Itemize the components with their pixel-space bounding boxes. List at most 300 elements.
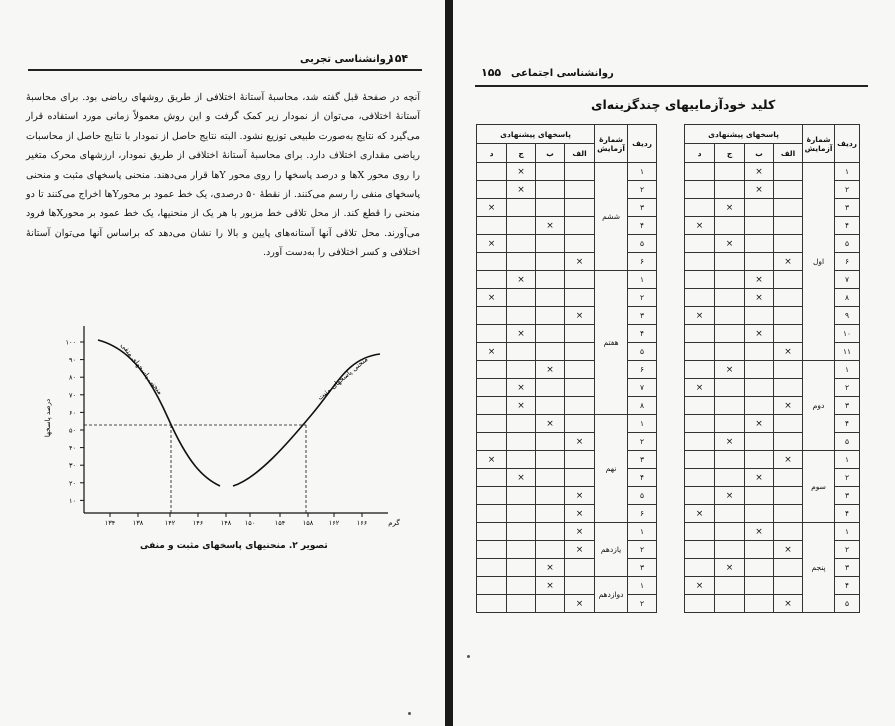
table-row — [685, 163, 860, 181]
answer-cell-option-0: × — [565, 541, 595, 559]
answer-cell-option-3 — [685, 397, 715, 415]
answer-cell-option-2: × — [507, 181, 536, 199]
answer-cell-option-0: × — [774, 595, 803, 613]
answer-cell-option-0: × — [774, 253, 803, 271]
option-header: ب — [745, 144, 774, 163]
answer-cell-option-0 — [565, 559, 595, 577]
col-trial-header: شمارهٔ آزمایش — [595, 125, 628, 163]
answer-cell-option-3 — [477, 505, 507, 523]
col-trial-header: شمارهٔ آزمایش — [803, 125, 835, 163]
table-row — [477, 469, 657, 487]
answer-cell-option-2: × — [715, 199, 745, 217]
answer-cell-option-3 — [685, 235, 715, 253]
answer-cell-option-1 — [536, 451, 565, 469]
answer-cell-option-1 — [745, 199, 774, 217]
answer-cell-option-0 — [774, 577, 803, 595]
answer-cell-option-1: × — [536, 559, 565, 577]
answer-cell-option-1 — [745, 253, 774, 271]
x-tick-label: ۱۴۶ — [192, 519, 204, 527]
answer-cell-option-0: × — [565, 505, 595, 523]
row-number-cell: ۳ — [835, 487, 860, 505]
option-header: د — [685, 144, 715, 163]
answer-cell-option-0 — [565, 289, 595, 307]
row-number-cell: ۵ — [835, 433, 860, 451]
answer-cell-option-2 — [507, 433, 536, 451]
table-row — [477, 415, 657, 433]
left-header-rule — [28, 69, 422, 71]
left-header-title: روانشناسی تجربی — [300, 54, 392, 65]
answer-cell-option-2 — [507, 559, 536, 577]
answer-cell-option-0 — [565, 217, 595, 235]
table-row — [477, 343, 657, 361]
row-number-cell: ۶ — [628, 505, 657, 523]
figure-caption: تصویر ۲. منحنیهای پاسخهای مثبت و منفی — [140, 541, 328, 551]
answer-cell-option-2: × — [715, 235, 745, 253]
answer-cell-option-3 — [685, 433, 715, 451]
answer-cell-option-0: × — [565, 487, 595, 505]
answer-cell-option-0 — [774, 361, 803, 379]
table-row — [477, 505, 657, 523]
answer-cell-option-0 — [565, 199, 595, 217]
answer-cell-option-0 — [565, 181, 595, 199]
table-row — [477, 271, 657, 289]
response-curves-figure — [28, 318, 428, 533]
row-number-cell: ۲ — [628, 289, 657, 307]
answer-cell-option-3 — [685, 595, 715, 613]
answer-cell-option-3 — [685, 199, 715, 217]
row-number-cell: ۴ — [628, 217, 657, 235]
positive-curve-label: منحنی پاسخهای مثبت — [316, 355, 370, 402]
answer-cell-option-1: × — [745, 181, 774, 199]
answer-cell-option-1: × — [745, 523, 774, 541]
answer-cell-option-3 — [477, 361, 507, 379]
y-tick-label: ۱۰۰ — [65, 338, 76, 347]
table-row — [477, 361, 657, 379]
answer-cell-option-3 — [477, 577, 507, 595]
answer-cell-option-0 — [774, 325, 803, 343]
table-row — [685, 451, 860, 469]
row-number-cell: ۲ — [835, 541, 860, 559]
row-number-cell: ۱۰ — [835, 325, 860, 343]
row-number-cell: ۷ — [835, 271, 860, 289]
answer-cell-option-1 — [536, 595, 565, 613]
row-number-cell: ۴ — [835, 415, 860, 433]
answer-cell-option-2 — [715, 595, 745, 613]
table-row — [477, 253, 657, 271]
answer-cell-option-1 — [745, 505, 774, 523]
option-header: ب — [536, 144, 565, 163]
answer-cell-option-0 — [565, 415, 595, 433]
answer-cell-option-0: × — [565, 433, 595, 451]
row-number-cell: ۵ — [628, 343, 657, 361]
row-number-cell: ۴ — [628, 469, 657, 487]
x-tick-label: ۱۵۸ — [302, 519, 314, 527]
option-header: الف — [565, 144, 595, 163]
answer-cell-option-2 — [715, 523, 745, 541]
answer-cell-option-2: × — [507, 163, 536, 181]
answer-cell-option-2 — [507, 541, 536, 559]
answer-cell-option-1 — [536, 307, 565, 325]
scan-speck — [408, 712, 411, 715]
row-number-cell: ۳ — [628, 199, 657, 217]
table-row — [477, 379, 657, 397]
answer-cell-option-3 — [477, 379, 507, 397]
answer-cell-option-1: × — [745, 469, 774, 487]
answer-cell-option-3 — [685, 163, 715, 181]
answer-cell-option-1 — [536, 289, 565, 307]
answer-cell-option-3: × — [477, 235, 507, 253]
table-row — [685, 361, 860, 379]
right-page-number: ۱۵۵ — [481, 66, 502, 79]
row-number-cell: ۸ — [628, 397, 657, 415]
negative-response-curve — [98, 340, 220, 486]
answer-cell-option-3 — [477, 181, 507, 199]
row-number-cell: ۵ — [835, 235, 860, 253]
y-tick-label: ۹۰ — [69, 356, 76, 365]
answer-cell-option-1 — [536, 397, 565, 415]
answer-cell-option-3 — [685, 541, 715, 559]
answer-cell-option-2 — [715, 217, 745, 235]
answer-cell-option-2 — [715, 253, 745, 271]
row-number-cell: ۱ — [628, 163, 657, 181]
answer-cell-option-3 — [477, 523, 507, 541]
answer-cell-option-0 — [774, 523, 803, 541]
answer-cell-option-1 — [745, 397, 774, 415]
table-row — [477, 325, 657, 343]
answer-cell-option-1: × — [536, 361, 565, 379]
answer-cell-option-0: × — [565, 595, 595, 613]
row-number-cell: ۱ — [628, 415, 657, 433]
row-number-cell: ۱ — [628, 577, 657, 595]
answer-cell-option-2 — [715, 541, 745, 559]
table-row — [477, 289, 657, 307]
answer-cell-option-1 — [745, 343, 774, 361]
answer-cell-option-3 — [477, 541, 507, 559]
answer-cell-option-2: × — [715, 433, 745, 451]
col-row-header: ردیف — [835, 125, 860, 163]
answer-cell-option-1 — [745, 595, 774, 613]
col-answers-header: پاسخهای پیشنهادی — [685, 125, 803, 144]
answer-cell-option-2: × — [715, 487, 745, 505]
table-row — [477, 577, 657, 595]
row-number-cell: ۳ — [835, 397, 860, 415]
answer-cell-option-1 — [536, 253, 565, 271]
table-row — [477, 181, 657, 199]
y-tick-label: ۵۰ — [69, 426, 76, 435]
trial-group-cell: دوازدهم — [595, 577, 628, 613]
answer-cell-option-2 — [507, 343, 536, 361]
answer-cell-option-0: × — [565, 253, 595, 271]
answer-cell-option-2 — [715, 307, 745, 325]
answer-cell-option-3 — [477, 415, 507, 433]
table-row — [477, 307, 657, 325]
answer-cell-option-1 — [745, 307, 774, 325]
x-axis-unit: گرم — [388, 519, 400, 527]
x-tick-label: ۱۴۲ — [164, 519, 176, 527]
answer-cell-option-3 — [685, 487, 715, 505]
x-tick-label: ۱۵۰ — [244, 519, 256, 527]
y-tick-label: ۳۰ — [69, 461, 76, 470]
row-number-cell: ۳ — [628, 307, 657, 325]
answer-cell-option-0 — [565, 271, 595, 289]
table-row — [477, 559, 657, 577]
answer-cell-option-3: × — [685, 307, 715, 325]
answer-cell-option-1 — [745, 217, 774, 235]
row-number-cell: ۲ — [835, 181, 860, 199]
answer-cell-option-3: × — [477, 451, 507, 469]
answer-cell-option-2 — [507, 253, 536, 271]
book-gutter — [445, 0, 453, 726]
option-header: ج — [715, 144, 745, 163]
answer-key-table-right — [684, 124, 860, 613]
answer-cell-option-1 — [745, 379, 774, 397]
row-number-cell: ۲ — [628, 181, 657, 199]
answer-cell-option-0 — [774, 415, 803, 433]
y-tick-label: ۲۰ — [69, 479, 76, 488]
table-row — [477, 487, 657, 505]
answer-cell-option-0 — [565, 361, 595, 379]
answer-cell-option-3 — [685, 325, 715, 343]
answer-cell-option-3 — [477, 271, 507, 289]
answer-cell-option-2 — [715, 325, 745, 343]
row-number-cell: ۱ — [835, 361, 860, 379]
option-header: الف — [774, 144, 803, 163]
table-row — [477, 541, 657, 559]
x-tick-label: ۱۵۴ — [274, 519, 286, 527]
scan-speck — [467, 655, 470, 658]
body-paragraph — [26, 88, 420, 263]
answer-cell-option-1 — [536, 541, 565, 559]
answer-cell-option-0 — [565, 235, 595, 253]
row-number-cell: ۲ — [835, 379, 860, 397]
row-number-cell: ۲ — [835, 469, 860, 487]
y-tick-label: ۴۰ — [69, 444, 76, 453]
answer-cell-option-3 — [685, 289, 715, 307]
table-row — [477, 451, 657, 469]
answer-cell-option-1: × — [536, 577, 565, 595]
answer-cell-option-1 — [536, 487, 565, 505]
option-header: ج — [507, 144, 536, 163]
answer-cell-option-2 — [715, 451, 745, 469]
answer-cell-option-3 — [685, 343, 715, 361]
x-axis-ticks — [105, 513, 367, 527]
negative-curve-label: منحنی پاسخهای منفی — [118, 341, 165, 397]
answer-cell-option-2 — [507, 217, 536, 235]
answer-cell-option-1 — [536, 199, 565, 217]
answer-cell-option-2: × — [715, 559, 745, 577]
answer-cell-option-2 — [715, 343, 745, 361]
left-page — [0, 0, 445, 726]
answer-cell-option-1 — [536, 181, 565, 199]
table-row — [477, 397, 657, 415]
answer-cell-option-3: × — [477, 343, 507, 361]
right-header-title: روانشناسی اجتماعی — [511, 68, 614, 79]
answer-cell-option-0 — [565, 397, 595, 415]
row-number-cell: ۶ — [628, 253, 657, 271]
answer-cell-option-0 — [774, 487, 803, 505]
table-row — [477, 217, 657, 235]
answer-cell-option-2 — [507, 523, 536, 541]
answer-cell-option-1 — [536, 469, 565, 487]
answer-key-title: کلید خودآزماییهای چندگزینه‌ای — [591, 97, 776, 112]
table-row — [477, 523, 657, 541]
answer-cell-option-1 — [745, 235, 774, 253]
answer-cell-option-3 — [477, 217, 507, 235]
x-tick-label: ۱۳۴ — [104, 519, 116, 527]
answer-cell-option-2: × — [507, 469, 536, 487]
answer-cell-option-1 — [745, 541, 774, 559]
answer-cell-option-2 — [507, 451, 536, 469]
answer-cell-option-1 — [745, 451, 774, 469]
answer-cell-option-2: × — [507, 271, 536, 289]
answer-cell-option-0: × — [774, 343, 803, 361]
answer-cell-option-2 — [715, 163, 745, 181]
row-number-cell: ۸ — [835, 289, 860, 307]
left-page-number: ۱۵۴ — [388, 52, 409, 65]
answer-cell-option-1: × — [536, 217, 565, 235]
col-row-header: ردیف — [628, 125, 657, 163]
answer-cell-option-0: × — [565, 523, 595, 541]
y-tick-label: ۱۰ — [69, 496, 76, 505]
answer-cell-option-2: × — [715, 361, 745, 379]
answer-cell-option-1 — [745, 361, 774, 379]
answer-cell-option-3: × — [685, 577, 715, 595]
answer-cell-option-1: × — [536, 415, 565, 433]
table-row — [477, 163, 657, 181]
answer-cell-option-2 — [507, 505, 536, 523]
answer-cell-option-2 — [507, 289, 536, 307]
answer-cell-option-0 — [774, 199, 803, 217]
answer-cell-option-1 — [536, 235, 565, 253]
answer-cell-option-1 — [536, 163, 565, 181]
positive-response-curve — [233, 354, 380, 486]
answer-cell-option-1 — [536, 433, 565, 451]
answer-cell-option-2 — [715, 181, 745, 199]
y-tick-label: ۸۰ — [69, 373, 76, 382]
answer-cell-option-2 — [715, 415, 745, 433]
answer-cell-option-1 — [536, 523, 565, 541]
answer-cell-option-2 — [715, 289, 745, 307]
answer-cell-option-3 — [685, 559, 715, 577]
answer-cell-option-0: × — [774, 451, 803, 469]
trial-group-cell: یازدهم — [595, 523, 628, 577]
answer-cell-option-0: × — [774, 541, 803, 559]
trial-group-cell: دوم — [803, 361, 835, 451]
answer-cell-option-0 — [774, 289, 803, 307]
answer-cell-option-3 — [685, 451, 715, 469]
x-tick-label: ۱۳۸ — [132, 519, 144, 527]
right-header-rule — [475, 85, 868, 87]
answer-cell-option-1 — [536, 325, 565, 343]
answer-cell-option-2 — [715, 379, 745, 397]
answer-cell-option-0 — [565, 379, 595, 397]
answer-cell-option-3 — [477, 559, 507, 577]
answer-cell-option-0 — [565, 325, 595, 343]
answer-cell-option-2: × — [507, 397, 536, 415]
answer-cell-option-2 — [507, 199, 536, 217]
row-number-cell: ۱ — [835, 163, 860, 181]
x-tick-label: ۱۶۲ — [328, 519, 340, 527]
answer-cell-option-3: × — [685, 217, 715, 235]
row-number-cell: ۶ — [628, 361, 657, 379]
answer-cell-option-0 — [565, 343, 595, 361]
row-number-cell: ۵ — [835, 595, 860, 613]
row-number-cell: ۷ — [628, 379, 657, 397]
row-number-cell: ۳ — [835, 199, 860, 217]
answer-cell-option-1 — [745, 559, 774, 577]
answer-cell-option-0 — [774, 217, 803, 235]
table-row — [477, 595, 657, 613]
row-number-cell: ۴ — [835, 505, 860, 523]
answer-cell-option-1 — [536, 505, 565, 523]
answer-cell-option-0 — [565, 451, 595, 469]
trial-group-cell: پنجم — [803, 523, 835, 613]
row-number-cell: ۱۱ — [835, 343, 860, 361]
answer-cell-option-0 — [774, 379, 803, 397]
answer-cell-option-3 — [477, 487, 507, 505]
row-number-cell: ۴ — [835, 217, 860, 235]
row-number-cell: ۳ — [835, 559, 860, 577]
answer-cell-option-2 — [715, 397, 745, 415]
answer-cell-option-0 — [774, 469, 803, 487]
answer-cell-option-1 — [745, 487, 774, 505]
answer-cell-option-2 — [507, 577, 536, 595]
answer-cell-option-1 — [536, 343, 565, 361]
x-tick-label: ۱۶۶ — [356, 519, 368, 527]
answer-cell-option-1: × — [745, 289, 774, 307]
row-number-cell: ۲ — [628, 433, 657, 451]
answer-cell-option-2 — [507, 307, 536, 325]
answer-cell-option-3 — [685, 271, 715, 289]
answer-cell-option-1 — [745, 433, 774, 451]
answer-cell-option-1 — [745, 577, 774, 595]
answer-cell-option-3: × — [685, 505, 715, 523]
row-number-cell: ۳ — [628, 451, 657, 469]
table-row — [477, 235, 657, 253]
answer-cell-option-3 — [685, 253, 715, 271]
answer-cell-option-1 — [536, 271, 565, 289]
answer-cell-option-3 — [477, 469, 507, 487]
answer-cell-option-1: × — [745, 271, 774, 289]
row-number-cell: ۱ — [835, 523, 860, 541]
answer-cell-option-0 — [774, 181, 803, 199]
row-number-cell: ۳ — [628, 559, 657, 577]
answer-cell-option-1: × — [745, 415, 774, 433]
answer-cell-option-0 — [774, 235, 803, 253]
answer-cell-option-0 — [774, 271, 803, 289]
option-header: د — [477, 144, 507, 163]
answer-cell-option-0: × — [774, 397, 803, 415]
answer-cell-option-0 — [774, 433, 803, 451]
col-answers-header: پاسخهای پیشنهادی — [477, 125, 595, 144]
answer-cell-option-3: × — [685, 379, 715, 397]
x-tick-label: ۱۴۸ — [220, 519, 232, 527]
table-row — [477, 199, 657, 217]
answer-cell-option-0 — [565, 577, 595, 595]
row-number-cell: ۲ — [628, 541, 657, 559]
answer-cell-option-2: × — [507, 325, 536, 343]
answer-cell-option-1 — [536, 379, 565, 397]
answer-cell-option-3 — [685, 523, 715, 541]
answer-cell-option-3 — [685, 415, 715, 433]
answer-cell-option-3 — [477, 397, 507, 415]
y-axis-label: درصد پاسخها — [44, 398, 52, 438]
y-tick-label: ۷۰ — [69, 391, 76, 400]
row-number-cell: ۱ — [628, 271, 657, 289]
y-tick-label: ۶۰ — [69, 408, 76, 417]
answer-cell-option-2 — [507, 487, 536, 505]
answer-cell-option-3 — [477, 433, 507, 451]
